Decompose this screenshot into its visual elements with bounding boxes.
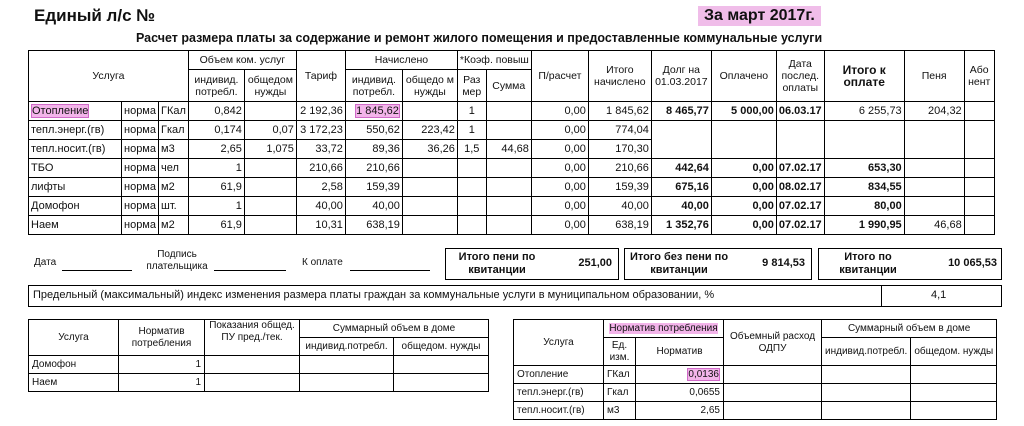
volume-common [244,178,296,197]
br-header-unit: Ед. изм. [604,338,636,366]
br-common [911,402,997,420]
charged-individual: 210,66 [345,159,402,178]
recalc: 0,00 [531,159,588,178]
header-coef-size: Раз мер [457,70,486,102]
header-charged: Начислено [345,51,457,70]
paid [711,140,776,159]
subscriber [964,102,994,121]
header-charged-individual: индивид. потребл. [345,70,402,102]
last-payment-date: 08.02.17 [776,178,824,197]
br-service: тепл.энерг.(гв) [514,384,604,402]
coef-size [457,216,486,235]
last-payment-date [776,121,824,140]
penalty [904,140,964,159]
bl-header-individual: индивид.потребл. [300,338,394,356]
header-charged-common: общедо м нужды [402,70,457,102]
recalc: 0,00 [531,216,588,235]
total-due: 6 255,73 [824,102,904,121]
to-pay-label: К оплате [302,257,343,268]
total-charged: 210,66 [588,159,651,178]
subscriber [964,197,994,216]
volume-common [244,159,296,178]
volume-common [244,102,296,121]
paid [711,121,776,140]
br-header-odpu: Объемный расход ОДПУ [724,320,822,366]
coef-sum [486,197,531,216]
period-badge: За март 2017г. [698,6,821,26]
bl-service: Домофон [29,356,119,374]
header-debt: Долг на 01.03.2017 [651,51,711,102]
header-volume-common: общедом нужды [244,70,296,102]
charged-common [402,197,457,216]
bl-service: Наем [29,374,119,392]
br-norm: 0,0136 [636,366,724,384]
header-total-charged: Итого начислено [588,51,651,102]
subscriber [964,216,994,235]
br-header-total-volume: Суммарный объем в доме [822,320,997,338]
index-text: Предельный (максимальный) индекс изменения размера платы граждан за коммунальные услуги в муниципальном образовании, % [33,289,715,301]
table-row [29,140,995,159]
grand-total-box [818,248,1002,280]
bl-individual [300,356,394,374]
coef-size: 1,5 [457,140,486,159]
tariff: 40,00 [296,197,345,216]
paid: 0,00 [711,178,776,197]
index-divider [881,286,882,306]
charged-individual: 638,19 [345,216,402,235]
charged-individual: 1 845,62 [345,102,402,121]
service-name: ТБО [29,159,122,178]
paid: 0,00 [711,216,776,235]
table-row [29,197,995,216]
charged-common [402,216,457,235]
header-service: Услуга [29,51,189,102]
charged-common: 223,42 [402,121,457,140]
penalty [904,121,964,140]
total-charged: 40,00 [588,197,651,216]
unit: Гкал [159,121,189,140]
bl-header-total-volume: Суммарный объем в доме [300,320,489,338]
norms-table-right [513,319,997,420]
tariff: 3 172,23 [296,121,345,140]
header-coef-sum: Сумма [486,70,531,102]
penalty [904,159,964,178]
coef-sum [486,216,531,235]
page-title: Расчет размера платы за содержание и ремонт жилого помещения и предоставленные коммунальные услуги [136,31,823,45]
index-value: 4,1 [931,289,947,301]
service-name: Отопление [29,102,122,121]
header-recalc: П/расчет [531,51,588,102]
calc-type: норма [122,140,159,159]
total-due [824,140,904,159]
date-label: Дата [34,257,57,268]
br-header-common: общедом. нужды [911,338,997,366]
debt: 1 352,76 [651,216,711,235]
recalc: 0,00 [531,178,588,197]
table-row [29,159,995,178]
calc-type: норма [122,102,159,121]
br-odpu [724,402,822,420]
penalty: 46,68 [904,216,964,235]
last-payment-date: 07.02.17 [776,216,824,235]
volume-common: 1,075 [244,140,296,159]
bl-norm: 1 [119,356,205,374]
br-individual [822,384,911,402]
table-row [29,121,995,140]
table-row [29,102,995,121]
br-odpu [724,366,822,384]
br-service: Отопление [514,366,604,384]
volume-individual: 0,174 [188,121,244,140]
unit: шт. [159,197,189,216]
coef-size [457,159,486,178]
volume-individual: 1 [188,197,244,216]
br-header-norm: Норматив [636,338,724,366]
volume-individual: 2,65 [188,140,244,159]
unit: ГКал [159,102,189,121]
subscriber [964,140,994,159]
debt [651,121,711,140]
coef-sum: 44,68 [486,140,531,159]
br-norm: 2,65 [636,402,724,420]
last-payment-date: 07.02.17 [776,197,824,216]
br-service: тепл.носит.(гв) [514,402,604,420]
debt: 675,16 [651,178,711,197]
coef-size [457,197,486,216]
debt [651,140,711,159]
date-line [62,270,132,271]
tariff: 2,58 [296,178,345,197]
recalc: 0,00 [531,121,588,140]
charged-common [402,178,457,197]
total-due: 1 990,95 [824,216,904,235]
paid: 5 000,00 [711,102,776,121]
br-header-norm-group: Норматив потребления [604,320,724,338]
br-individual [822,402,911,420]
calc-type: норма [122,197,159,216]
unit: м3 [159,140,189,159]
volume-individual: 61,9 [188,216,244,235]
to-pay-line [350,270,430,271]
penalty [904,197,964,216]
volume-common [244,197,296,216]
service-name: лифты [29,178,122,197]
total-charged: 638,19 [588,216,651,235]
charged-individual: 550,62 [345,121,402,140]
bl-header-service: Услуга [29,320,119,356]
bl-header-common: общедом. нужды [394,338,489,356]
total-due [824,121,904,140]
service-name: тепл.носит.(гв) [29,140,122,159]
table-row [514,402,997,420]
charges-table [28,50,995,235]
bl-individual [300,374,394,392]
bl-norm: 1 [119,374,205,392]
header-volume-individual: индивид. потребл. [188,70,244,102]
volume-individual: 0,842 [188,102,244,121]
without-penalty-box [624,248,812,280]
coef-sum [486,121,531,140]
debt: 40,00 [651,197,711,216]
volume-individual: 1 [188,159,244,178]
total-due: 80,00 [824,197,904,216]
total-due: 834,55 [824,178,904,197]
calc-type: норма [122,159,159,178]
tariff: 10,31 [296,216,345,235]
coef-size: 1 [457,121,486,140]
header-subscriber: Або нент [964,51,994,102]
br-unit: Гкал [604,384,636,402]
header-coef: *Коэф. повыш [457,51,531,70]
charged-common: 36,26 [402,140,457,159]
grand-total-value: 10 065,53 [948,257,997,269]
bl-header-readings: Показания общед. ПУ пред./тек. [205,320,300,356]
header-volume: Объем ком. услуг [188,51,296,70]
bl-common [394,356,489,374]
service-name: Наем [29,216,122,235]
volume-common: 0,07 [244,121,296,140]
debt: 442,64 [651,159,711,178]
account-label: Единый л/с № [34,6,156,25]
last-payment-date: 07.02.17 [776,159,824,178]
subscriber [964,159,994,178]
volume-individual: 61,9 [188,178,244,197]
without-penalty-value: 9 814,53 [762,257,805,269]
header-paid: Оплачено [711,51,776,102]
tariff: 210,66 [296,159,345,178]
coef-sum [486,102,531,121]
br-header-individual: индивид.потребл. [822,338,911,366]
tariff: 2 192,36 [296,102,345,121]
total-charged: 170,30 [588,140,651,159]
unit: чел [159,159,189,178]
penalty: 204,32 [904,102,964,121]
recalc: 0,00 [531,102,588,121]
header-last-payment: Дата послед. оплаты [776,51,824,102]
br-unit: ГКал [604,366,636,384]
unit: м2 [159,216,189,235]
table-row [29,216,995,235]
charged-individual: 159,39 [345,178,402,197]
penalty-total-box [445,248,619,280]
calc-type: норма [122,121,159,140]
bl-header-norm: Норматив потребления [119,320,205,356]
penalty-total-value: 251,00 [578,257,612,269]
signature-line [214,270,286,271]
norms-table-left [28,319,489,392]
coef-sum [486,159,531,178]
br-norm: 0,0655 [636,384,724,402]
br-common [911,366,997,384]
subscriber [964,178,994,197]
bl-common [394,374,489,392]
table-row [29,356,489,374]
paid: 0,00 [711,159,776,178]
without-penalty-label: Итого без пени по квитанции [629,251,729,276]
total-charged: 774,04 [588,121,651,140]
header-total-due: Итого к оплате [824,51,904,102]
tariff: 33,72 [296,140,345,159]
bl-readings [205,356,300,374]
calc-type: норма [122,178,159,197]
table-row [514,384,997,402]
header-penalty: Пеня [904,51,964,102]
total-due: 653,30 [824,159,904,178]
service-name: тепл.энерг.(гв) [29,121,122,140]
coef-size: 1 [457,102,486,121]
calc-type: норма [122,216,159,235]
charged-individual: 40,00 [345,197,402,216]
total-charged: 159,39 [588,178,651,197]
penalty-total-label: Итого пени по квитанции [458,251,536,276]
penalty [904,178,964,197]
table-row [29,178,995,197]
br-header-service: Услуга [514,320,604,366]
debt: 8 465,77 [651,102,711,121]
charged-common [402,159,457,178]
last-payment-date [776,140,824,159]
br-common [911,384,997,402]
bl-readings [205,374,300,392]
grand-total-label: Итого по квитанции [839,251,897,276]
paid: 0,00 [711,197,776,216]
charged-common [402,102,457,121]
charged-individual: 89,36 [345,140,402,159]
last-payment-date: 06.03.17 [776,102,824,121]
br-unit: м3 [604,402,636,420]
coef-size [457,178,486,197]
signature-label: Подпись плательщика [146,249,208,272]
index-box [28,285,1002,307]
table-row [29,374,489,392]
subscriber [964,121,994,140]
recalc: 0,00 [531,140,588,159]
br-odpu [724,384,822,402]
service-name: Домофон [29,197,122,216]
volume-common [244,216,296,235]
table-row [514,366,997,384]
br-individual [822,366,911,384]
coef-sum [486,178,531,197]
total-charged: 1 845,62 [588,102,651,121]
header-tariff: Тариф [296,51,345,102]
recalc: 0,00 [531,197,588,216]
unit: м2 [159,178,189,197]
